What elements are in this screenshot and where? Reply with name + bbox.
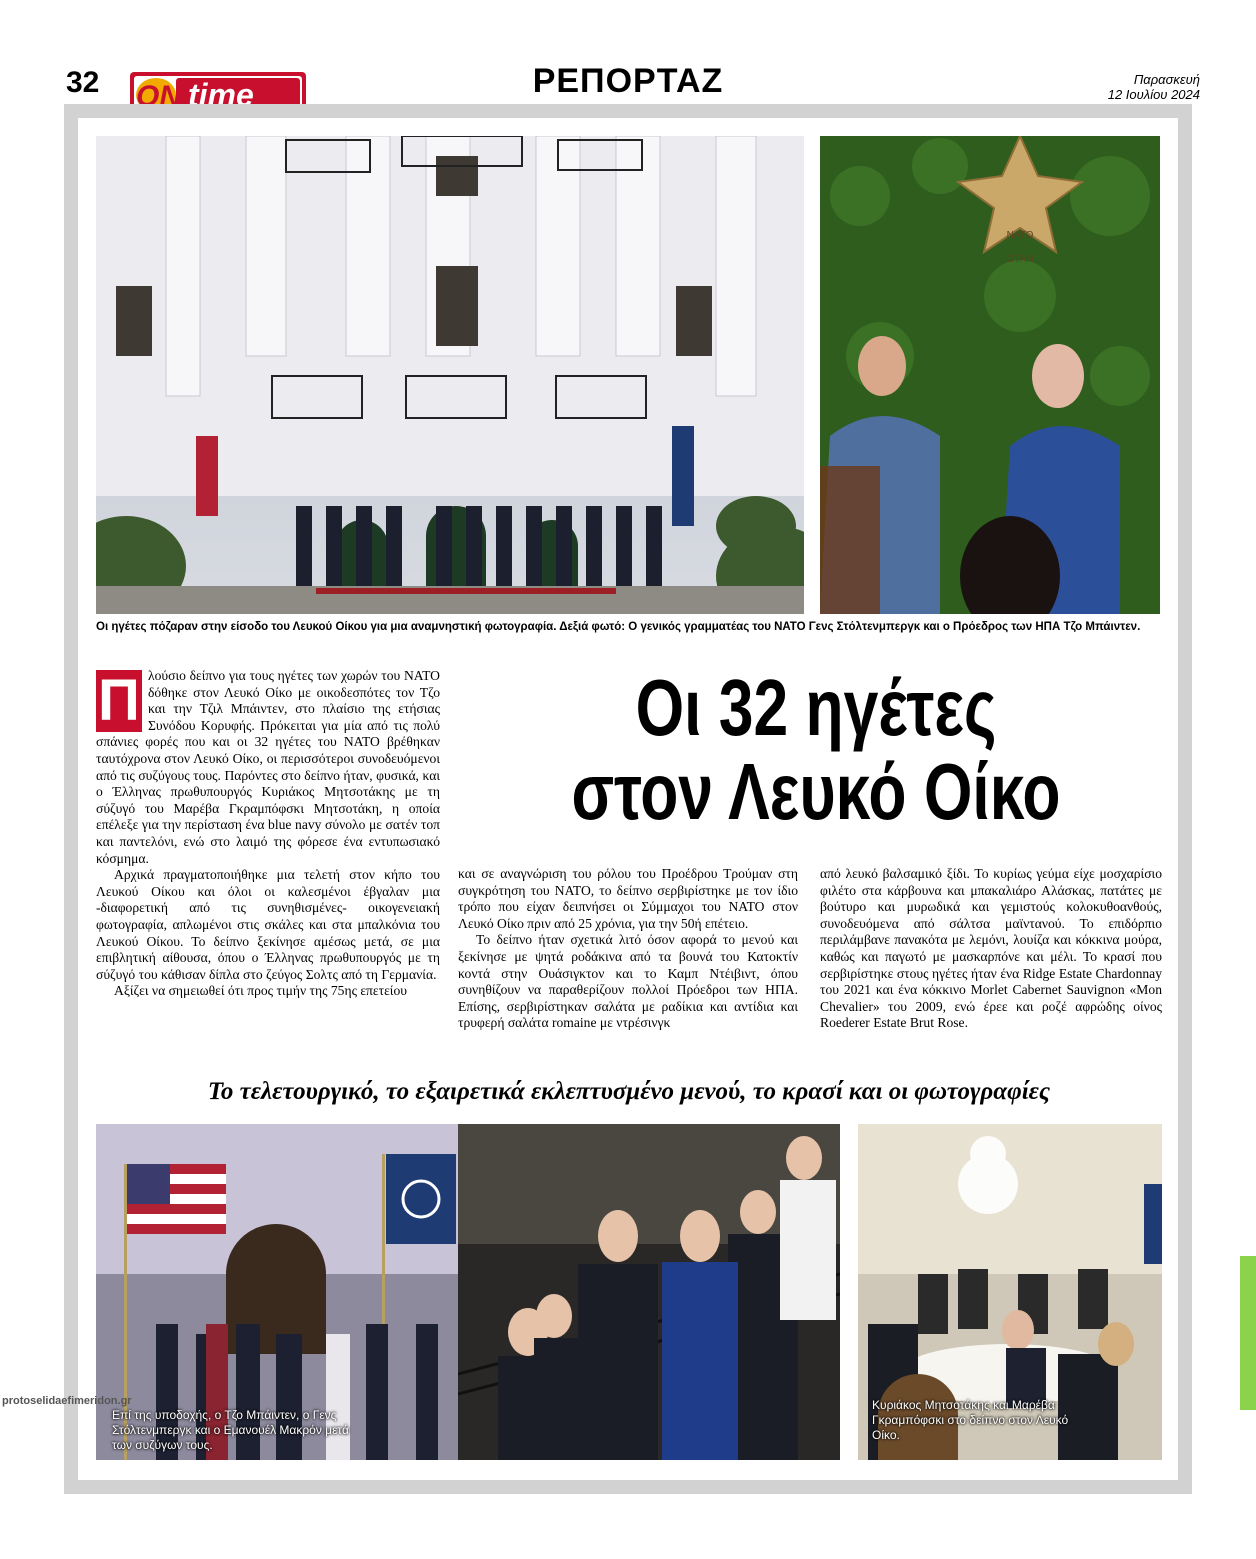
- logo-time-text: time: [188, 77, 254, 113]
- article-column-2: [458, 866, 798, 1032]
- watermark: protoselidaefimeridon.gr: [2, 1395, 132, 1407]
- reception-photo-caption: Επί της υποδοχής, ο Τζο Μπάιντεν, ο Γενς Στόλτενμπεργκ και ο Εμανουέλ Μακρόν μετά των συζύγων τους.: [112, 1408, 349, 1452]
- state-dinner-caption: Κυριάκος Μητσοτάκης και Μαρέβα Γκραμπόφσκι στο δείπνο στον Λευκό Οίκο.: [872, 1398, 1069, 1442]
- issue-date-text: 12 Ιουλίου 2024: [1107, 87, 1200, 102]
- subheadline: Το τελετουργικό, το εξαιρετικά εκλεπτυσμένο μενού, το κρασί και οι φωτογραφίες: [207, 1078, 1051, 1105]
- issue-day: Παρασκευή: [1133, 72, 1200, 87]
- article-paragraph: και σε αναγνώριση του ρόλου του Προέδρου Τρούμαν στη συγκρότηση του ΝΑΤΟ, το δείπνο σερβιρίστηκε με τον ίδιο τρόπο που είχαν δειπνήσει οι Σύμμαχοι του ΝΑΤΟ στον Λευκό Οίκο πριν από 25 χρόνια, για την 50ή επέτειο.: [458, 866, 798, 931]
- article-paragraph: Αρχικά πραγματοποιήθηκε μια τελετή στον κήπο του Λευκού Οίκου και όλοι οι καλεσμένοι έβγαλαν μια -διαφορετική από τις συνηθισμένες- οικογενειακή φωτογραφία, απλωμένοι στις σκάλες και στα μπαλκόνια του Λευκού Οίκου. Το δείπνο ξεκίνησε αμέσως μετά, σε μια επιβλητική αίθουσα, όπου ο Έλληνας πρωθυπουργός με τη σύζυγό του κάθισαν δίπλα στο ζεύγος Σολτς από τη Γερμανία.: [96, 867, 440, 982]
- drop-cap: Π: [96, 670, 142, 732]
- headline-line-2: στον Λευκό Οίκο: [571, 747, 1061, 836]
- logo-75-otan: OTAN: [1006, 254, 1034, 265]
- article-column-1: [96, 668, 440, 1000]
- leaders-stairs-photo: [458, 1124, 840, 1460]
- article-paragraph: [96, 668, 440, 867]
- article-paragraph: Αξίζει να σημειωθεί ότι προς τιμήν της 75ης επετείου: [114, 983, 407, 999]
- logo-on-text: ON: [136, 80, 181, 113]
- side-color-tab: [1240, 1256, 1256, 1410]
- white-house-group-photo: [96, 136, 804, 614]
- section-title: ΡΕΠΟΡΤΑΖ: [532, 62, 724, 100]
- page-number: 32: [66, 66, 100, 99]
- stoltenberg-biden-photo: [820, 136, 1160, 614]
- issue-date: [1108, 72, 1200, 102]
- article-paragraph: Το δείπνο ήταν σχετικά λιτό όσον αφορά το μενού και ξεκίνησε με ψητά ροδάκινα από τα βουνά του Κατοκτίν κοντά στην Ουάσιγκτον και το Καμπ Ντέιβιντ, όπου συνηθίζουν να παραθερίζουν πολλοί Πρόεδροι των ΗΠΑ. Επίσης, σερβιρίστηκαν σαλάτα με ραδίκια και αντίδια και τρυφερή σαλάτα romaine με ντρέσινγκ: [458, 932, 798, 1031]
- headline: [537, 663, 1095, 836]
- logo-75-nato: NATO: [1006, 230, 1034, 241]
- article-column-3: [820, 866, 1162, 1032]
- headline-line-1: Οι 32 ηγέτες: [635, 663, 997, 752]
- top-photo-caption: Οι ηγέτες πόζαραν στην είσοδο του Λευκού Οίκου για μια αναμνηστική φωτογραφία. Δεξιά φωτό: Ο γενικός γραμματέας του ΝΑΤΟ Γενς Στόλτενμπεργκ και ο Πρόεδρος των ΗΠΑ Τζο Μπάιντεν.: [96, 621, 1141, 633]
- article-paragraph: από λευκό βαλσαμικό ξίδι. Το κυρίως γεύμα είχε μοσχαρίσιο φιλέτο στα κάρβουνα και μπακαλιάρο Αλάσκας, πατάτες με βούτυρο και μυρωδικά και γεμιστούς κολοκυθοανθούς, συνοδευόμενα από σάλτσα μαϊντανού. Το επιδόρπιο περιλάμβανε πανακότα με λεμόνι, λουίζα και κόκκινα μούρα, καθώς και παγωτό με μασκαρπόνε και μέλι. Το κρασί που σερβιρίστηκε στους ηγέτες ήταν ένα Ridge Estate Chardonnay του 2021 και ένα κόκκινο Morlet Cabernet Sauvignon «Mon Chevalier» του 2009, ενώ έρεε και ροζέ αφρώδης οίνος Roederer Estate Brut Rose.: [820, 866, 1162, 1031]
- article-text: λούσιο δείπνο για τους ηγέτες των χωρών του ΝΑΤΟ δόθηκε στον Λευκό Οίκο με οικοδεσπότες τον Τζο και την Τζιλ Μπάιντεν, στο πλαίσιο της ετήσιας Συνόδου Κορυφής. Πρόκειται για μία από τις πολύ σπάνιες φορές που και οι 32 ηγέτες του ΝΑΤΟ βρέθηκαν ταυτόχρονα στον Λευκό Οίκο, οι περισσότεροι συνοδευόμενοι από τις συζύγους τους. Παρόντες στο δείπνο ήταν, φυσικά, και ο Έλληνας πρωθυπουργός Κυριάκος Μητσοτάκης με τη σύζυγό του Μαρέβα Γκραμπόφσκι Μητσοτάκη, η οποία επέλεξε για την περίσταση ένα blue navy σύνολο με σατέν τοπ και παντελόνι, ενώ στο λαιμό της φόρεσε ένα εντυπωσιακό κόσμημα.: [96, 668, 440, 866]
